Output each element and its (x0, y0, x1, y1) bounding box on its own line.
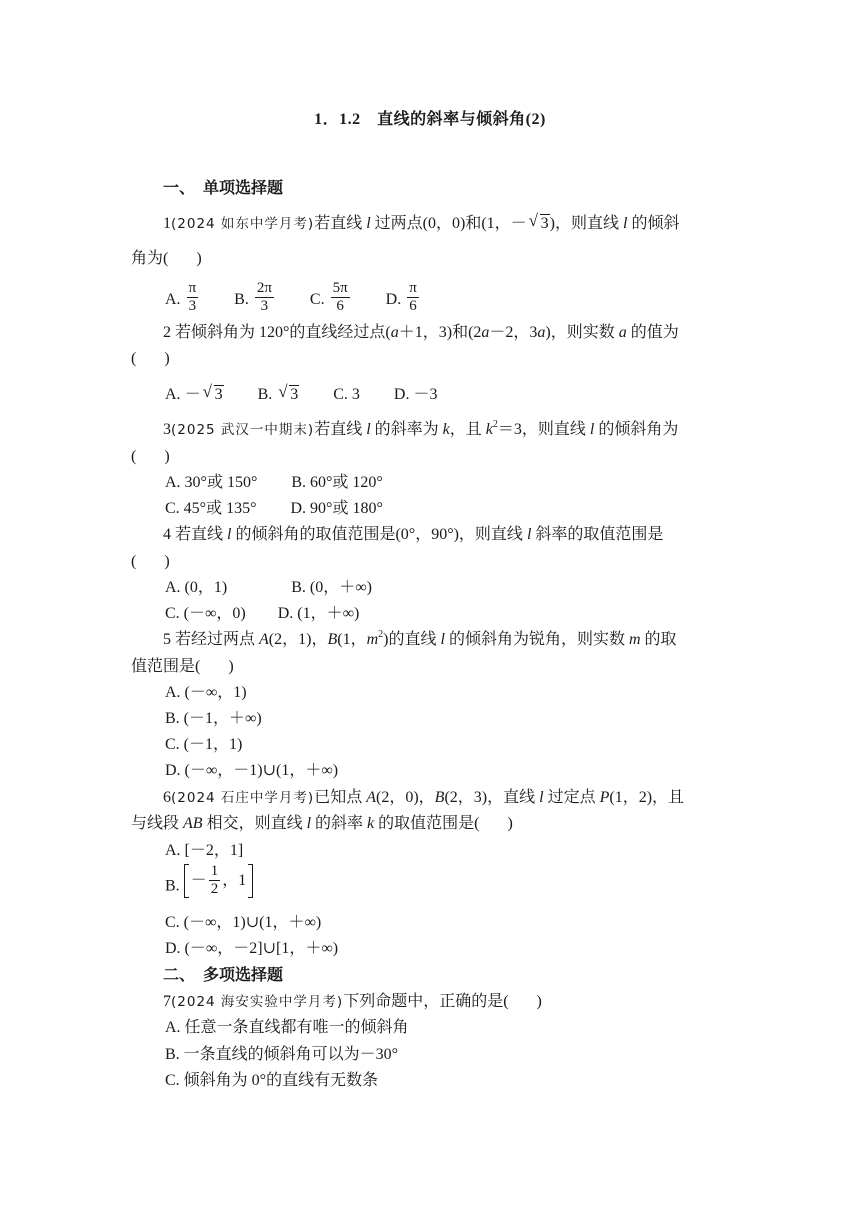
question-2-line-1: 2 若倾斜角为 120°的直线经过点(a＋1，3)和(2a－2，3a)，则实数 a 的值为 (163, 324, 679, 341)
option-c: C. 45°或 135° (165, 500, 257, 517)
question-number: 1 (163, 215, 171, 232)
option-c: C. 3 (333, 386, 360, 403)
question-5-line-1: 5 若经过两点 A(2，1)，B(1，$m^2$)的直线 l 的倾斜角为锐角，则实数 m 的取 (163, 629, 677, 648)
option-c: C. (－∞，0) (165, 605, 246, 622)
question-4-options-row-2 (165, 603, 359, 625)
question-5-option-c: C. (－1，1) (165, 736, 243, 753)
question-source: (2025 武汉一中期末) (171, 422, 315, 438)
option-d: D. (1，＋∞) (277, 605, 360, 622)
option-d: D. －3 (393, 386, 438, 403)
question-3-options-row-2 (165, 498, 383, 520)
question-2-line-2: ( ) (131, 350, 170, 367)
question-source: (2024 石庄中学月考) (171, 790, 315, 806)
question-number: 6 (163, 789, 171, 806)
question-7-line-1: 7(2024 海安实验中学月考)下列命题中，正确的是( ) (163, 993, 542, 1010)
question-3-line-2: ( ) (131, 448, 170, 465)
question-7-option-a: A. 任意一条直线都有唯一的倾斜角 (165, 1019, 409, 1036)
question-number: 4 (163, 526, 171, 543)
question-3-options-row-1 (165, 472, 383, 494)
question-6-option-c: C. (－∞，1)∪(1，＋∞) (165, 914, 322, 931)
question-6-option-b: B. － $\frac{1}{2}$ ，1 (165, 870, 253, 904)
question-5-option-b: B. (－1，＋∞) (165, 710, 262, 727)
question-1-line-1: 1(2024 如东中学月考)若直线 l 过两点(0，0)和(1，－ √ 3)，则直线 l 的倾斜 (163, 213, 679, 235)
option-a: A. 30°或 150° (165, 474, 258, 491)
question-2-options (165, 384, 437, 406)
question-4-line-1: 4 若直线 l 的倾斜角的取值范围是(0°，90°)，则直线 l 斜率的取值范围是 (163, 526, 664, 543)
question-6-option-d: D. (－∞，－2]∪[1，＋∞) (165, 940, 339, 957)
option-a: A. $\frac{\pi}{3}$ (165, 280, 197, 314)
closed-interval-bracket: － $\frac{1}{2}$ ，1 (184, 864, 254, 898)
option-d: D. 90°或 180° (290, 500, 383, 517)
option-b: B. 60°或 120° (291, 474, 383, 491)
question-6-option-a: A. [－2，1] (165, 842, 244, 859)
question-number: 2 (163, 324, 171, 341)
question-5-option-d: D. (－∞，－1)∪(1，＋∞) (165, 762, 339, 779)
page-title: 1．1.2 直线的斜率与倾斜角(2) (314, 111, 546, 128)
question-number: 3 (163, 421, 171, 438)
question-5-option-a: A. (－∞，1) (165, 684, 247, 701)
question-3-line-1: 3(2025 武汉一中期末)若直线 l 的斜率为 k，且 $k^2=3$，则直线 l 的倾斜角为 (163, 419, 679, 438)
section-heading-multiple-choice: 二、 多项选择题 (163, 967, 284, 984)
option-b: B. $\frac{2\pi}{3}$ (234, 280, 272, 314)
question-1-options (165, 280, 421, 318)
question-1-line-2: 角为( ) (131, 250, 202, 267)
question-5-line-2: 值范围是( ) (131, 658, 234, 675)
question-4-options-row-1 (165, 577, 372, 599)
question-6-line-1: 6(2024 石庄中学月考)已知点 A(2，0)，B(2，3)，直线 l 过定点 P(1，2)，且 (163, 789, 685, 806)
question-6-line-2: 与线段 AB 相交，则直线 l 的斜率 k 的取值范围是( ) (131, 815, 513, 832)
section-heading-single-choice: 一、 单项选择题 (163, 180, 284, 197)
question-number: 5 (163, 631, 171, 648)
option-a: A. (0，1) (165, 579, 228, 596)
question-7-option-b: B. 一条直线的倾斜角可以为－30° (165, 1046, 399, 1063)
option-a: A. － √ 3 (165, 382, 223, 403)
question-source: (2024 海安实验中学月考) (171, 994, 344, 1010)
option-c: C. $\frac{5\pi}{6}$ (309, 280, 348, 314)
sqrt-expression: √ 3 (528, 211, 549, 232)
question-4-line-2: ( ) (131, 553, 170, 570)
option-b: B. (0，＋∞) (291, 579, 372, 596)
question-source: (2024 如东中学月考) (171, 216, 315, 232)
option-b: B. √ 3 (257, 382, 299, 403)
question-number: 7 (163, 993, 171, 1010)
option-d: D. $\frac{\pi}{6}$ (385, 280, 417, 314)
question-7-option-c: C. 倾斜角为 0°的直线有无数条 (165, 1072, 379, 1089)
